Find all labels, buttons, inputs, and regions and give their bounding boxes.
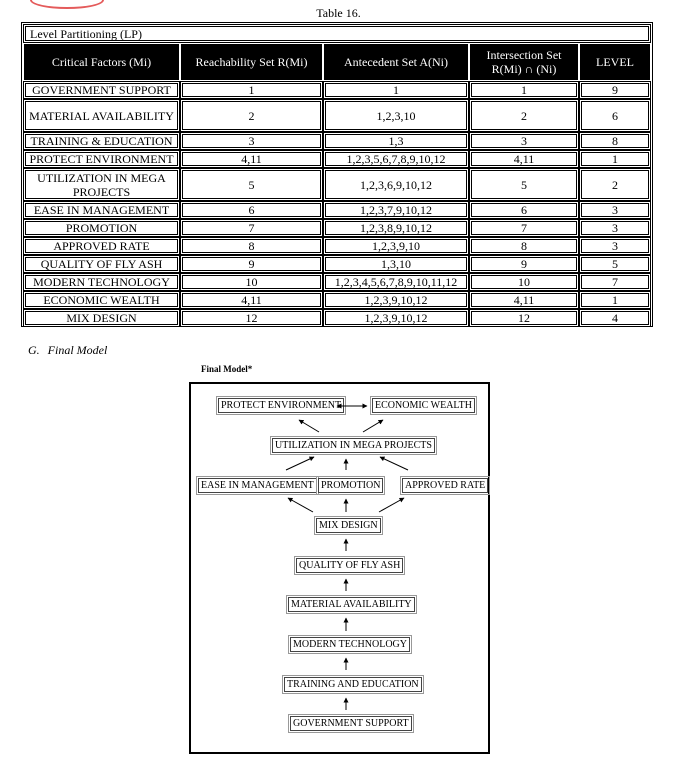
section-number: G. — [28, 343, 40, 357]
cell-level: 5 — [579, 255, 651, 273]
cell-critical-factor: MIX DESIGN — [23, 309, 180, 327]
cell-critical-factor: MODERN TECHNOLOGY — [23, 273, 180, 291]
node-modern-technology: MODERN TECHNOLOGY — [290, 637, 410, 652]
table-caption: Table 16. — [316, 6, 361, 20]
cell-critical-factor: ECONOMIC WEALTH — [23, 291, 180, 309]
cell-level: 6 — [579, 99, 651, 132]
arrow-utilization-economic — [363, 420, 383, 432]
arrow-ease-utilization — [286, 457, 314, 470]
cell-intersection: 7 — [469, 219, 579, 237]
cell-critical-factor: QUALITY OF FLY ASH — [23, 255, 180, 273]
cell-level: 9 — [579, 81, 651, 99]
level-partitioning-table — [21, 22, 653, 327]
cell-critical-factor: EASE IN MANAGEMENT — [23, 201, 180, 219]
final-model-diagram — [189, 382, 490, 754]
cell-antecedent: 1,2,3,9,10,12 — [323, 291, 469, 309]
node-ease-in-management: EASE IN MANAGEMENT — [198, 478, 317, 493]
cell-antecedent: 1,3 — [323, 132, 469, 150]
cell-intersection: 8 — [469, 237, 579, 255]
cell-antecedent: 1,2,3,4,5,6,7,8,9,10,11,12 — [323, 273, 469, 291]
cell-critical-factor: PROMOTION — [23, 219, 180, 237]
cell-antecedent: 1,2,3,9,10,12 — [323, 309, 469, 327]
cell-reachability: 9 — [180, 255, 323, 273]
table-row — [23, 273, 651, 291]
header-intersection-line1: Intersection Set — [486, 48, 562, 62]
model-arrows — [191, 384, 488, 752]
node-training-education: TRAINING AND EDUCATION — [284, 677, 422, 692]
node-economic-wealth: ECONOMIC WEALTH — [372, 398, 475, 413]
header-intersection-line2: R(Mi) ∩ (Ni) — [491, 62, 557, 76]
arrow-approved-utilization — [380, 457, 408, 470]
arrow-mix-ease — [288, 498, 313, 512]
node-promotion: PROMOTION — [318, 478, 383, 493]
header-intersection-set — [469, 43, 579, 81]
model-title: Final Model* — [201, 364, 253, 374]
table-row — [23, 150, 651, 168]
cell-level: 7 — [579, 273, 651, 291]
cell-antecedent: 1,2,3,6,9,10,12 — [323, 168, 469, 201]
arrow-mix-approved — [379, 498, 404, 512]
cell-reachability: 10 — [180, 273, 323, 291]
node-protect-environment: PROTECT ENVIRONMENT — [218, 398, 344, 413]
header-level: LEVEL — [579, 43, 651, 81]
cell-intersection: 5 — [469, 168, 579, 201]
section-title: Final Model — [47, 343, 108, 357]
cell-reachability: 7 — [180, 219, 323, 237]
cell-critical-factor: MATERIAL AVAILABILITY — [23, 99, 180, 132]
table-row — [23, 219, 651, 237]
table-row — [23, 309, 651, 327]
cell-intersection: 4,11 — [469, 150, 579, 168]
cell-antecedent: 1,2,3,9,10 — [323, 237, 469, 255]
table-row — [23, 132, 651, 150]
table-row — [23, 291, 651, 309]
cell-level: 3 — [579, 201, 651, 219]
cell-intersection: 10 — [469, 273, 579, 291]
cell-reachability: 12 — [180, 309, 323, 327]
cell-antecedent: 1,2,3,7,9,10,12 — [323, 201, 469, 219]
cell-critical-factor: PROTECT ENVIRONMENT — [23, 150, 180, 168]
cell-reachability: 4,11 — [180, 150, 323, 168]
node-material-availability: MATERIAL AVAILABILITY — [288, 597, 415, 612]
header-critical-factors: Critical Factors (Mi) — [23, 43, 180, 81]
cell-antecedent: 1,2,3,5,6,7,8,9,10,12 — [323, 150, 469, 168]
cell-level: 1 — [579, 150, 651, 168]
cell-level: 4 — [579, 309, 651, 327]
cell-level: 2 — [579, 168, 651, 201]
cell-intersection: 9 — [469, 255, 579, 273]
cell-antecedent: 1 — [323, 81, 469, 99]
cell-critical-factor: UTILIZATION IN MEGA PROJECTS — [23, 168, 180, 201]
cell-intersection: 2 — [469, 99, 579, 132]
cell-intersection: 3 — [469, 132, 579, 150]
cell-antecedent: 1,2,3,8,9,10,12 — [323, 219, 469, 237]
node-quality-fly-ash: QUALITY OF FLY ASH — [296, 558, 403, 573]
cell-reachability: 2 — [180, 99, 323, 132]
cell-reachability: 8 — [180, 237, 323, 255]
cell-antecedent: 1,3,10 — [323, 255, 469, 273]
table-row — [23, 201, 651, 219]
cell-reachability: 4,11 — [180, 291, 323, 309]
cell-critical-factor: TRAINING & EDUCATION — [23, 132, 180, 150]
section-heading — [28, 343, 107, 358]
cell-level: 3 — [579, 237, 651, 255]
table-row — [23, 255, 651, 273]
node-approved-rate: APPROVED RATE — [402, 478, 488, 493]
cell-critical-factor: APPROVED RATE — [23, 237, 180, 255]
table-title: Level Partitioning (LP) — [23, 24, 651, 43]
cell-reachability: 5 — [180, 168, 323, 201]
node-utilization-mega-projects: UTILIZATION IN MEGA PROJECTS — [272, 438, 435, 453]
table-row — [23, 81, 651, 99]
header-antecedent-set: Antecedent Set A(Ni) — [323, 43, 469, 81]
node-government-support: GOVERNMENT SUPPORT — [290, 716, 412, 731]
cell-level: 3 — [579, 219, 651, 237]
cell-intersection: 1 — [469, 81, 579, 99]
cell-antecedent: 1,2,3,10 — [323, 99, 469, 132]
cell-intersection: 4,11 — [469, 291, 579, 309]
arrow-utilization-protect — [299, 420, 319, 432]
cell-intersection: 6 — [469, 201, 579, 219]
table-row — [23, 99, 651, 132]
table-row — [23, 168, 651, 201]
cell-critical-factor: GOVERNMENT SUPPORT — [23, 81, 180, 99]
node-mix-design: MIX DESIGN — [316, 518, 381, 533]
table-row — [23, 237, 651, 255]
cell-intersection: 12 — [469, 309, 579, 327]
header-reachability-set: Reachability Set R(Mi) — [180, 43, 323, 81]
cell-reachability: 1 — [180, 81, 323, 99]
cell-level: 1 — [579, 291, 651, 309]
cell-reachability: 3 — [180, 132, 323, 150]
cell-reachability: 6 — [180, 201, 323, 219]
cell-level: 8 — [579, 132, 651, 150]
